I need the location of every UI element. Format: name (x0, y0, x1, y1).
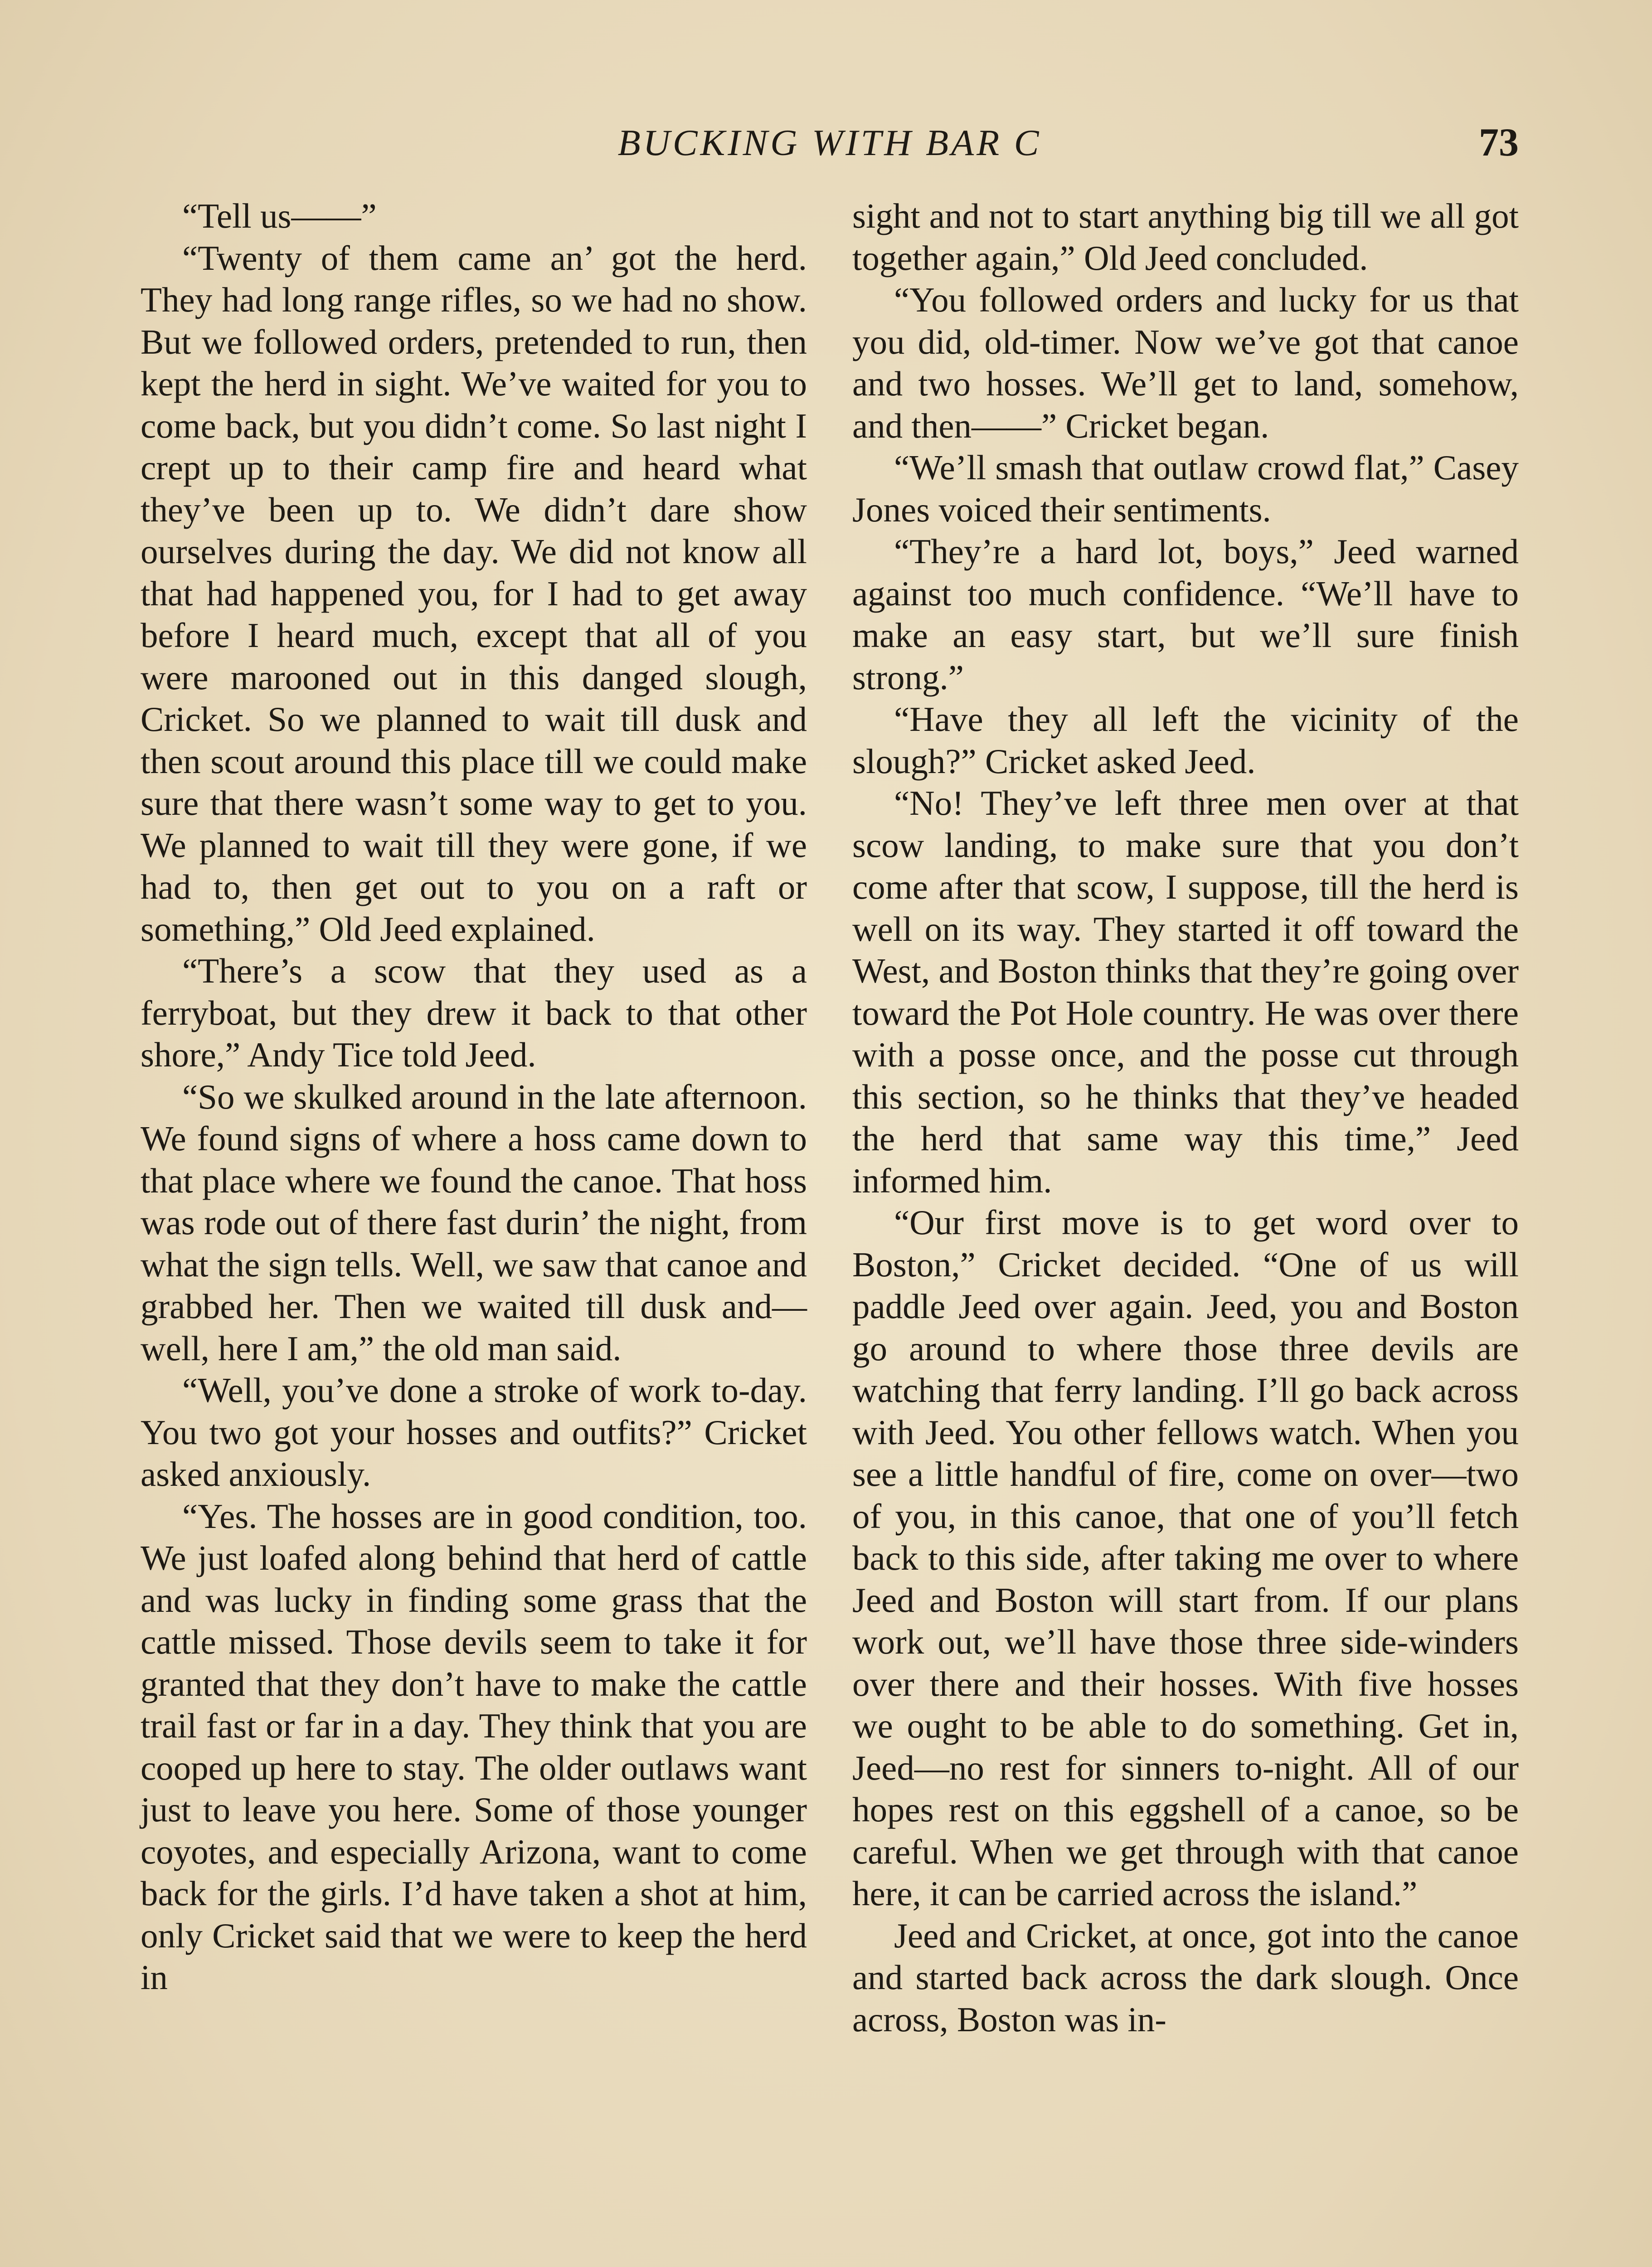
paragraph: sight and not to start anything big till we all got together again,” Old Jeed concluded. (852, 196, 1519, 277)
paragraph: “No! They’ve left three men over at that scow landing, to make sure that you don’t come after that scow, I suppose, till the herd is well on its way. They started it off toward the West, and Boston thinks that they’re going over toward the Pot Hole country. He was over there with a posse once, and the posse cut through this section, so he thinks that they’ve headed the herd that same way this time,” Jeed informed him. (852, 783, 1519, 1200)
paragraph: “You followed orders and lucky for us that you did, old-timer. Now we’ve got that canoe and two hosses. We’ll get to land, somehow, and then——” Cricket began. (852, 280, 1519, 445)
page-number: 73 (1479, 121, 1519, 165)
left-column (141, 195, 807, 2040)
paragraph: “So we skulked around in the late afternoon. We found signs of where a hoss came down to that place where we found the canoe. That hoss was rode out of there fast durin’ the night, from what the sign tells. Well, we saw that canoe and grabbed her. Then we waited till dusk and—well, here I am,” the old man said. (141, 1077, 807, 1368)
paragraph: “We’ll smash that outlaw crowd flat,” Casey Jones voiced their sentiments. (852, 448, 1519, 529)
paragraph: “Have they all left the vicinity of the slough?” Cricket asked Jeed. (852, 700, 1519, 781)
right-column (852, 195, 1519, 2040)
paragraph: “Well, you’ve done a stroke of work to-day. You two got your hosses and outfits?” Cricket asked anxiously. (141, 1371, 807, 1493)
page-header (141, 116, 1519, 170)
paragraph: “Twenty of them came an’ got the herd. They had long range rifles, so we had no show. But we followed orders, pretended to run, then kept the herd in sight. We’ve waited for you to come back, but you didn’t come. So last night I crept up to their camp fire and heard what they’ve been up to. We didn’t dare show ourselves during the day. We did not know all that had happened you, for I had to get away before I heard much, except that all of you were marooned out in this danged slough, Cricket. So we planned to wait till dusk and then scout around this place till we could make sure that there wasn’t some way to get to you. We planned to wait till they were gone, if we had to, then get out to you on a raft or something,” Old Jeed explained. (141, 238, 807, 949)
running-title: BUCKING WITH BAR C (617, 122, 1042, 163)
paragraph: “Our first move is to get word over to Boston,” Cricket decided. “One of us will paddle Jeed over again. Jeed, you and Boston go around to where those three devils are watching that ferry landing. I’ll go back across with Jeed. You other fellows watch. When you see a little handful of fire, come on over—two of you, in this canoe, that one of you’ll fetch back to this side, after taking me over to where Jeed and Boston will start from. If our plans work out, we’ll have those three side-winders over there and their hosses. With five hosses we ought to be able to do something. Get in, Jeed—no rest for sinners to-night. All of our hopes rest on this eggshell of a canoe, so be careful. When we get through with that canoe here, it can be carried across the island.” (852, 1203, 1519, 1913)
paragraph: Jeed and Cricket, at once, got into the canoe and started back across the dark slough. Once across, Boston was in- (852, 1916, 1519, 2039)
text-columns (141, 195, 1519, 2040)
paragraph: “They’re a hard lot, boys,” Jeed warned against too much confidence. “We’ll have to make an easy start, but we’ll sure finish strong.” (852, 532, 1519, 697)
paragraph: “There’s a scow that they used as a ferryboat, but they drew it back to that other shore,” Andy Tice told Jeed. (141, 951, 807, 1074)
paragraph: “Yes. The hosses are in good condition, too. We just loafed along behind that herd of cattle and was lucky in finding some grass that the cattle missed. Those devils seem to take it for granted that they don’t have to make the cattle trail fast or far in a day. They think that you are cooped up here to stay. The older outlaws want just to leave you here. Some of those younger coyotes, and especially Arizona, want to come back for the girls. I’d have taken a shot at him, only Cricket said that we were to keep the herd in (141, 1496, 807, 1997)
paragraph: “Tell us——” (182, 196, 377, 235)
